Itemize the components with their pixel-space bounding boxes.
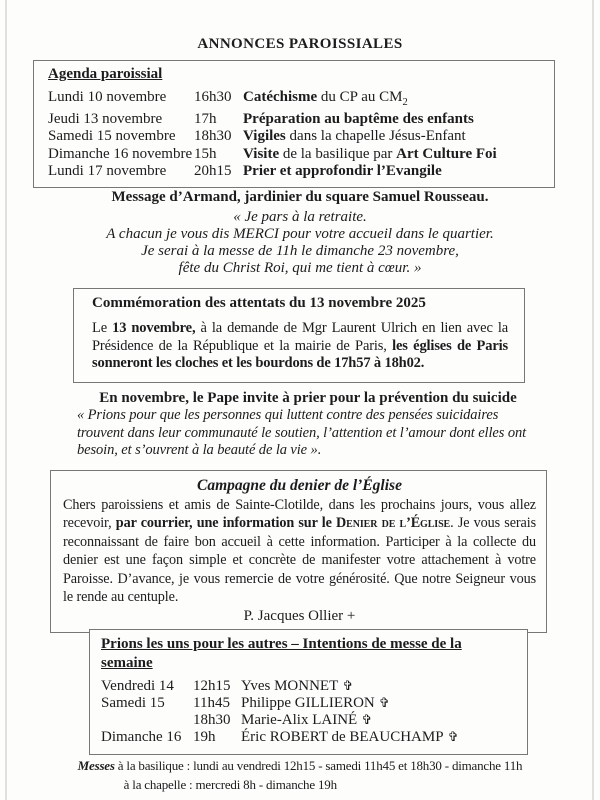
agenda-day: Samedi 15 novembre xyxy=(48,128,176,145)
intentions-rows xyxy=(101,678,515,746)
agenda-day: Lundi 17 novembre xyxy=(48,162,167,179)
agenda-row xyxy=(48,146,540,163)
agenda-desc: Catéchisme du CP au $CM_2$ xyxy=(243,89,408,108)
intention-name xyxy=(241,712,515,729)
agenda-day: Jeudi 13 novembre xyxy=(48,111,163,128)
scan-edge-left xyxy=(5,0,7,800)
agenda-time: 18h30 xyxy=(194,128,232,145)
intention-name-text: Éric ROBERT de BEAUCHAMP xyxy=(241,729,444,745)
intention-row xyxy=(101,695,515,712)
agenda-desc: Visite de la basilique par Art Culture Foi xyxy=(243,145,497,162)
armand-quote-line: Je serai à la messe de 11h le dimanche 23 novembre, xyxy=(141,243,459,259)
agenda-day: Dimanche 16 novembre xyxy=(48,145,193,162)
agenda-time: 15h xyxy=(194,145,217,162)
cross-icon: ✞ xyxy=(361,713,373,728)
intention-time: 11h45 xyxy=(193,695,230,711)
agenda-box xyxy=(33,60,555,188)
agenda-time: 17h xyxy=(194,111,217,128)
agenda-rows xyxy=(48,89,540,180)
agenda-desc: Vigiles dans la chapelle Jésus-Enfant xyxy=(243,128,466,145)
armand-heading: Message d’Armand, jardinier du square Samuel Rousseau. xyxy=(111,189,489,205)
footer-line1: Messes à la basilique : lundi au vendredi 12h15 - samedi 11h45 et 18h30 - dimanche 11h xyxy=(77,758,523,773)
denier-body: Chers paroissiens et amis de Sainte-Clotilde, dans les prochains jours, vous allez recevoir, par courrier, une information sur le Denier de l’Église. Je vous serais reconnaissant de faire bon accueil à cette information. Participer à la collecte du denier est une façon simple et concrète de manifester votre attachement à votre Paroisse. D’avance, je vous remercie de votre générosité. Que notre Seigneur vous le rende au centuple. xyxy=(63,497,536,606)
pope-heading: En novembre, le Pape invite à prier pour la prévention du suicide xyxy=(99,390,517,406)
intention-name xyxy=(241,695,515,712)
page-title: ANNONCES PAROISSIALES xyxy=(197,36,403,52)
agenda-row xyxy=(48,163,540,180)
agenda-day: Lundi 10 novembre xyxy=(48,89,167,105)
intention-row xyxy=(101,712,515,729)
armand-quote-line: « Je pars à la retraite. xyxy=(233,209,367,225)
intention-day: Samedi 15 xyxy=(101,695,165,711)
intention-name-text: Yves MONNET xyxy=(241,678,339,694)
intention-time: 12h15 xyxy=(193,678,231,694)
intention-name xyxy=(241,729,515,746)
footer-line2: à la chapelle : mercredi 8h - dimanche 19h xyxy=(123,776,337,792)
intention-day xyxy=(101,712,193,729)
commemoration-body: Le 13 novembre, à la demande de Mgr Laurent Ulrich en lien avec la Présidence de la République et la mairie de Paris, les églises de Paris sonneront les cloches et les bourdons de 17h57 à 18h02. xyxy=(92,320,508,371)
agenda-desc: Prier et approfondir l’Evangile xyxy=(243,162,442,179)
intention-name-text: Marie-Alix LAINÉ xyxy=(241,712,358,728)
cross-icon: ✞ xyxy=(342,679,354,694)
pope-section xyxy=(77,389,539,460)
commemoration-heading: Commémoration des attentats du 13 novembre 2025 xyxy=(92,295,426,311)
intention-row xyxy=(101,729,515,746)
armand-quote-line: fête du Christ Roi, qui me tient à cœur. » xyxy=(178,260,422,276)
armand-quote-line: A chacun je vous dis MERCI pour votre accueil dans le quartier. xyxy=(106,226,494,242)
intention-row xyxy=(101,678,515,695)
footer xyxy=(0,757,600,794)
intention-time: 19h xyxy=(193,729,216,745)
agenda-row xyxy=(48,111,540,128)
agenda-time: 16h30 xyxy=(194,89,232,105)
pope-quote: « Prions pour que les personnes qui luttent contre des pensées suicidaires trouvent dans leur communauté le soutien, l’attention et l’amour dont elles ont besoin, et s’ouvrent à la beauté de la vie ». xyxy=(77,407,527,458)
commemoration-box xyxy=(73,288,525,383)
denier-signature: P. Jacques Ollier + xyxy=(243,608,356,625)
footer-text xyxy=(78,757,523,794)
intentions-box xyxy=(89,629,528,755)
intention-name-text: Philippe GILLIERON xyxy=(241,695,375,711)
denier-heading: Campagne du denier de l’Église xyxy=(197,477,402,494)
intention-day: Vendredi 14 xyxy=(101,678,174,694)
cross-icon: ✞ xyxy=(378,696,390,711)
agenda-row xyxy=(48,128,540,145)
intention-day: Dimanche 16 xyxy=(101,729,182,745)
intention-name xyxy=(241,678,515,695)
armand-section xyxy=(0,188,600,277)
agenda-desc: Préparation au baptême des enfants xyxy=(243,111,474,128)
agenda-row xyxy=(48,89,540,111)
agenda-heading: Agenda paroissial xyxy=(48,66,163,82)
scan-edge-right xyxy=(592,0,594,800)
intention-time: 18h30 xyxy=(193,712,231,728)
cross-icon: ✞ xyxy=(447,730,459,745)
denier-box xyxy=(50,470,547,633)
intentions-heading: Prions les uns pour les autres – Intentions de messe de la semaine xyxy=(101,636,462,671)
agenda-time: 20h15 xyxy=(194,162,232,179)
